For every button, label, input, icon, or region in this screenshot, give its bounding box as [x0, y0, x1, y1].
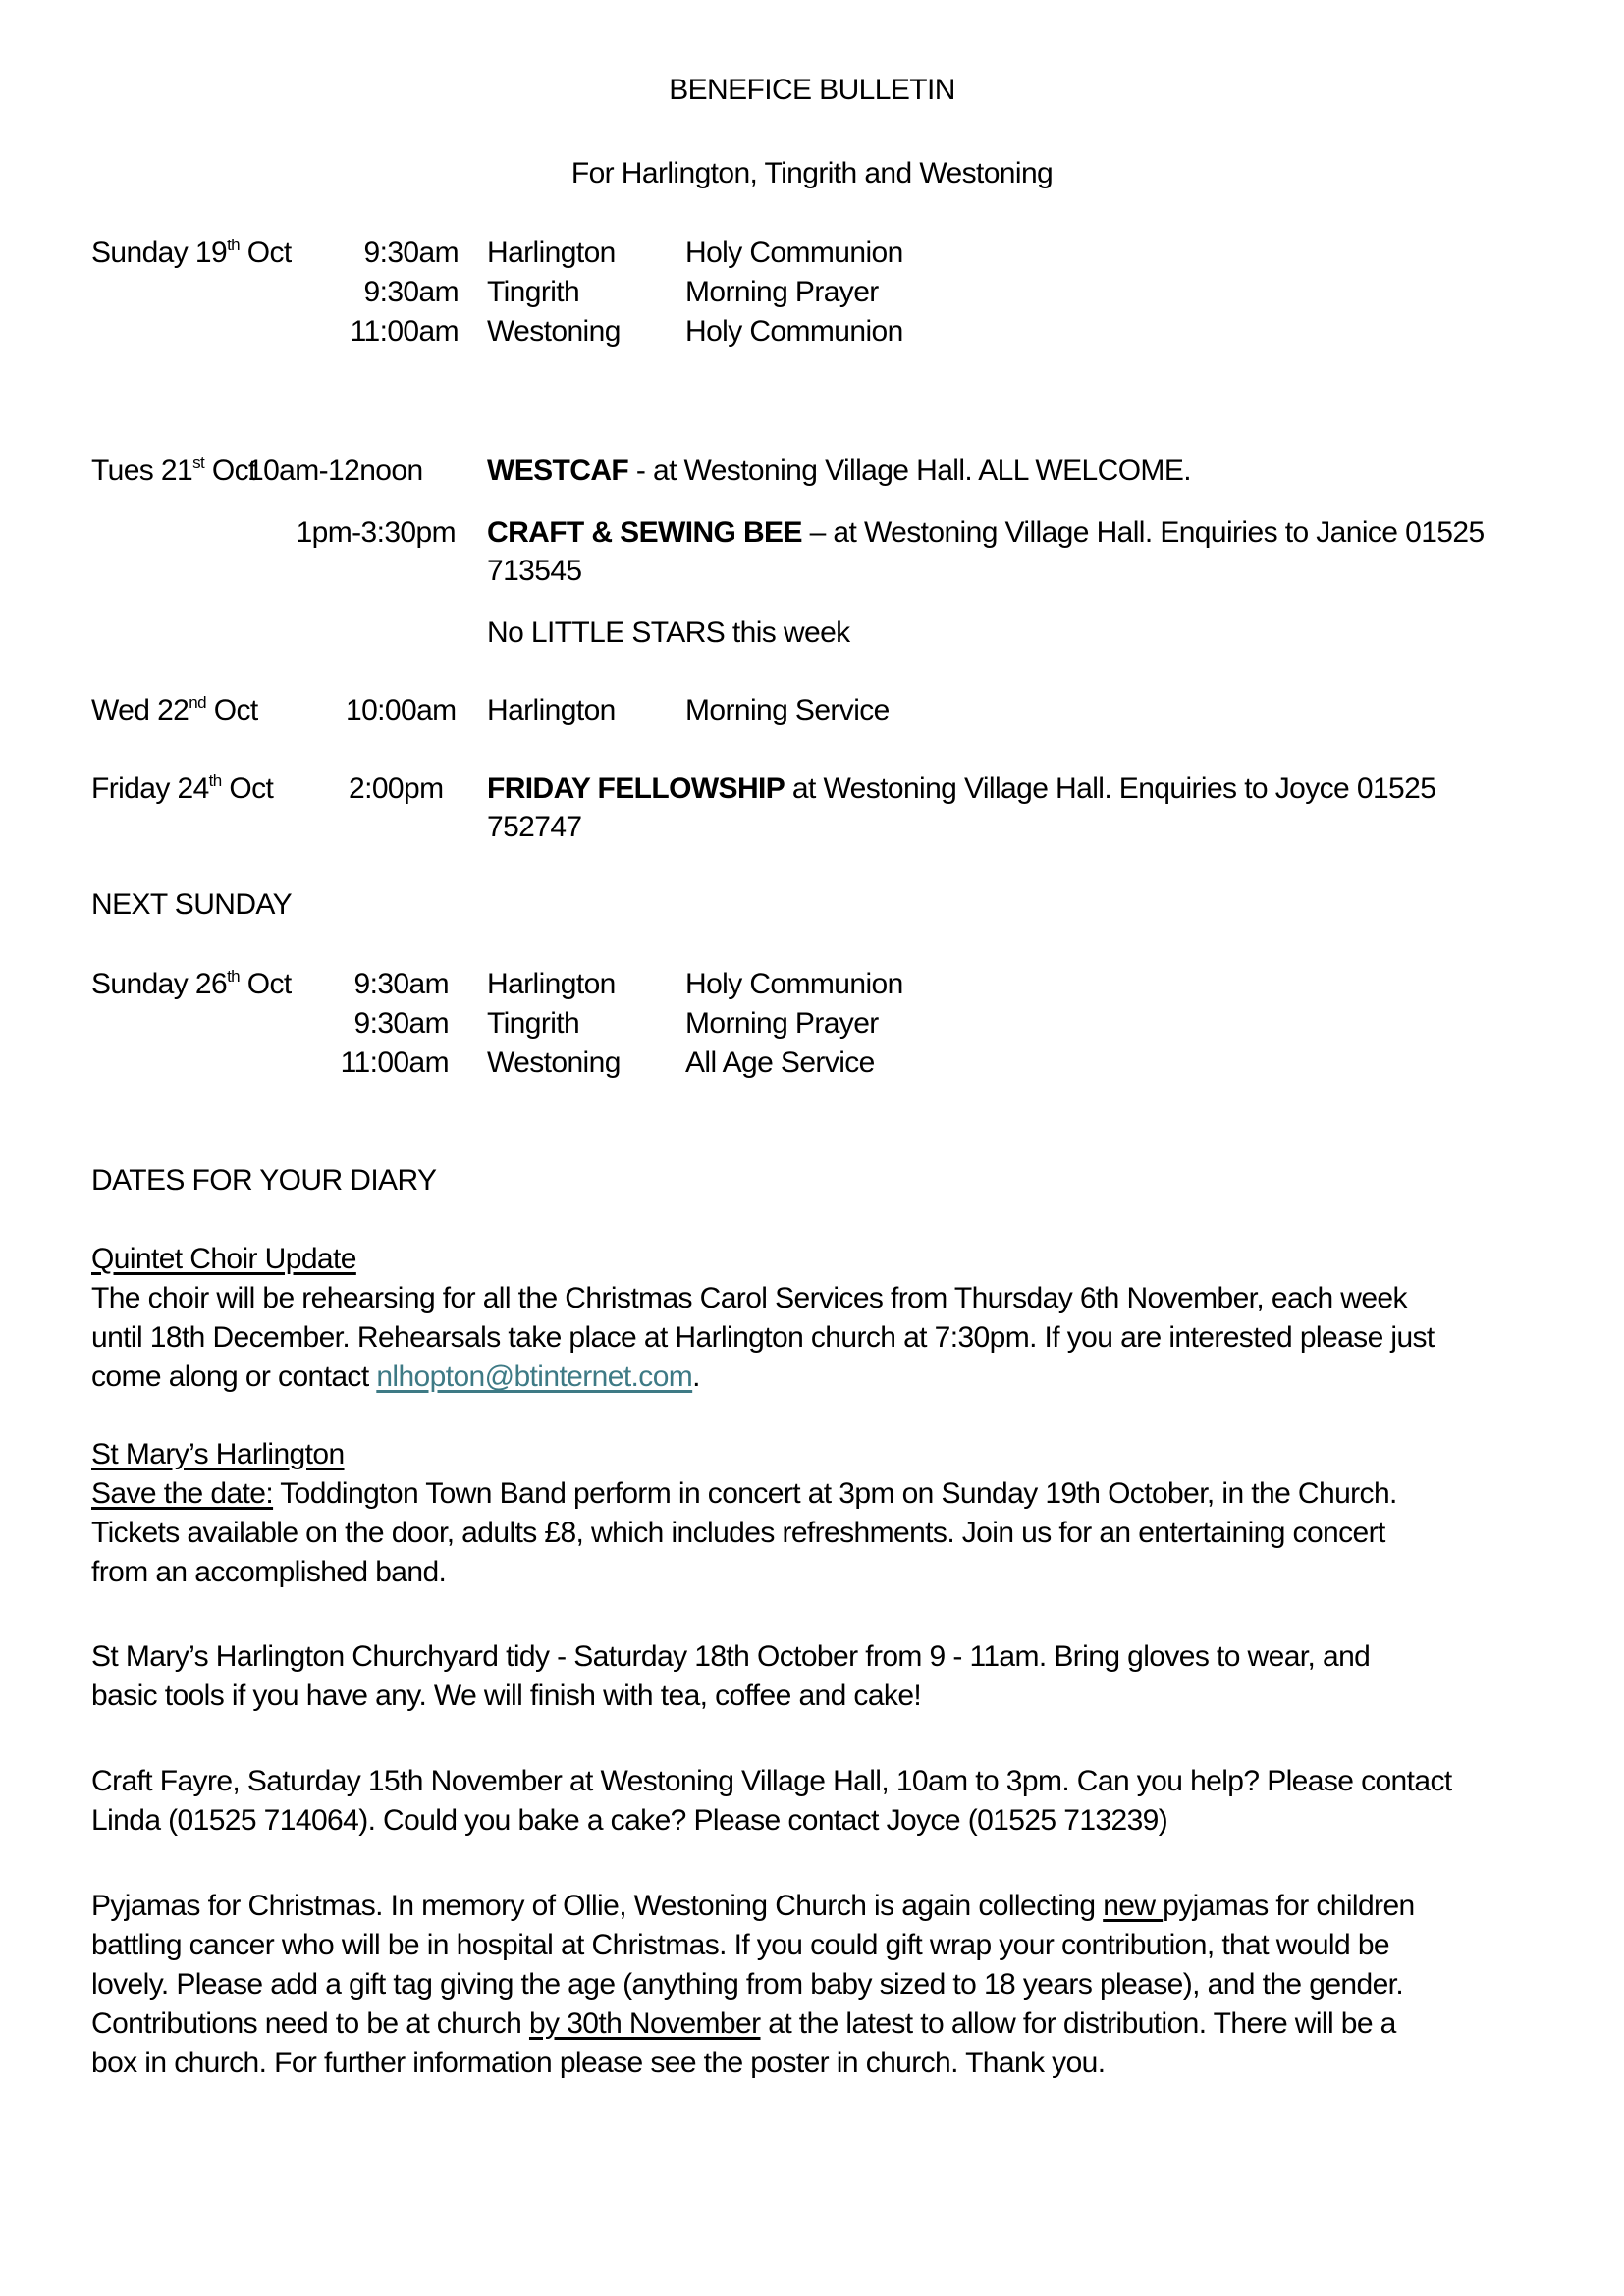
tidy-text: basic tools if you have any. We will finish with tea, coffee and cake!	[91, 1680, 922, 1712]
date-label: Tues 21st Oct	[91, 454, 256, 487]
service-time: 11:00am	[340, 1046, 449, 1079]
fayre-text: Craft Fayre, Saturday 15th November at Westoning Village Hall, 10am to 3pm. Can you help? Please contact	[91, 1765, 1452, 1797]
service-place: Westoning	[487, 315, 621, 347]
service-place: Tingrith	[487, 276, 580, 308]
tidy-text: St Mary’s Harlington Churchyard tidy - Saturday 18th October from 9 - 11am. Bring gloves to wear, and	[91, 1640, 1371, 1673]
event-detail-continued: 713545	[487, 555, 582, 587]
st-marys-title: St Mary’s Harlington	[91, 1438, 345, 1470]
service-time: 10:00am	[346, 694, 457, 726]
event-line	[487, 774, 1435, 804]
event-line	[487, 456, 1191, 486]
service-time: 9:30am	[353, 968, 449, 1000]
event-time: 2:00pm	[349, 773, 444, 805]
concert-text: Tickets available on the door, adults £8, which includes refreshments. Join us for an entertaining concert	[91, 1517, 1385, 1549]
date-label: Sunday 19th Oct	[91, 236, 292, 269]
service-time: 9:30am	[363, 276, 459, 308]
concert-text: from an accomplished band.	[91, 1556, 447, 1588]
service-time: 9:30am	[363, 237, 459, 269]
event-detail: – at Westoning Village Hall. Enquiries to Janice 01525	[801, 516, 1485, 549]
event-name: CRAFT & SEWING BEE	[487, 516, 802, 549]
choir-text: The choir will be rehearsing for all the Christmas Carol Services from Thursday 6th November, each week	[91, 1282, 1407, 1314]
service-place: Harlington	[487, 237, 616, 269]
choir-title: Quintet Choir Update	[91, 1243, 356, 1275]
service-place: Tingrith	[487, 1007, 580, 1040]
event-detail-continued: 752747	[487, 811, 582, 843]
pyjamas-text: battling cancer who will be in hospital at Christmas. If you could gift wrap your contribution, that would be	[91, 1929, 1389, 1961]
service-name: Morning Service	[685, 694, 890, 726]
event-detail: - at Westoning Village Hall. ALL WELCOME.	[628, 454, 1191, 487]
concert-text: Save the date: Toddington Town Band perform in concert at 3pm on Sunday 19th October, in the Church.	[91, 1477, 1397, 1510]
pyjamas-text: Pyjamas for Christmas. In memory of Ollie, Westoning Church is again collecting new pyjamas for children	[91, 1890, 1415, 1922]
date-label: Friday 24th Oct	[91, 772, 274, 805]
diary-heading: DATES FOR YOUR DIARY	[91, 1164, 437, 1197]
date-label: Wed 22nd Oct	[91, 693, 258, 726]
service-place: Harlington	[487, 968, 616, 1000]
fayre-text: Linda (01525 714064). Could you bake a cake? Please contact Joyce (01525 713239)	[91, 1804, 1168, 1837]
event-name: WESTCAF	[487, 454, 629, 487]
service-name: Morning Prayer	[685, 1007, 879, 1040]
service-name: All Age Service	[685, 1046, 875, 1079]
choir-text: until 18th December. Rehearsals take place at Harlington church at 7:30pm. If you are interested please just	[91, 1321, 1435, 1354]
service-name: Morning Prayer	[685, 276, 879, 308]
pyjamas-text: lovely. Please add a gift tag giving the age (anything from baby sized to 18 years please), and the gender.	[91, 1968, 1404, 2001]
event-line	[487, 518, 1485, 548]
service-time: 11:00am	[350, 315, 459, 347]
choir-text-last: come along or contact nlhopton@btinternet.com.	[91, 1361, 700, 1393]
event-time: 10am-12noon	[247, 454, 423, 487]
event-detail: at Westoning Village Hall. Enquiries to Joyce 01525	[785, 773, 1436, 805]
service-name: Holy Communion	[685, 968, 903, 1000]
pyjamas-text: box in church. For further information please see the poster in church. Thank you.	[91, 2047, 1106, 2079]
date-label: Sunday 26th Oct	[91, 967, 292, 1000]
service-place: Harlington	[487, 694, 616, 726]
page-title: BENEFICE BULLETIN	[669, 74, 955, 106]
page-subtitle: For Harlington, Tingrith and Westoning	[570, 157, 1054, 189]
service-time: 9:30am	[353, 1007, 449, 1040]
email-link[interactable]: nlhopton@btinternet.com	[376, 1361, 693, 1393]
service-name: Holy Communion	[685, 315, 903, 347]
save-the-date-label: Save the date:	[91, 1477, 274, 1510]
service-place: Westoning	[487, 1046, 621, 1079]
event-time: 1pm-3:30pm	[296, 516, 456, 549]
event-note: No LITTLE STARS this week	[487, 616, 850, 649]
event-name: FRIDAY FELLOWSHIP	[487, 773, 785, 805]
service-name: Holy Communion	[685, 237, 903, 269]
pyjamas-text: Contributions need to be at church by 30th November at the latest to allow for distribution. There will be a	[91, 2007, 1396, 2040]
next-sunday-heading: NEXT SUNDAY	[91, 888, 293, 921]
